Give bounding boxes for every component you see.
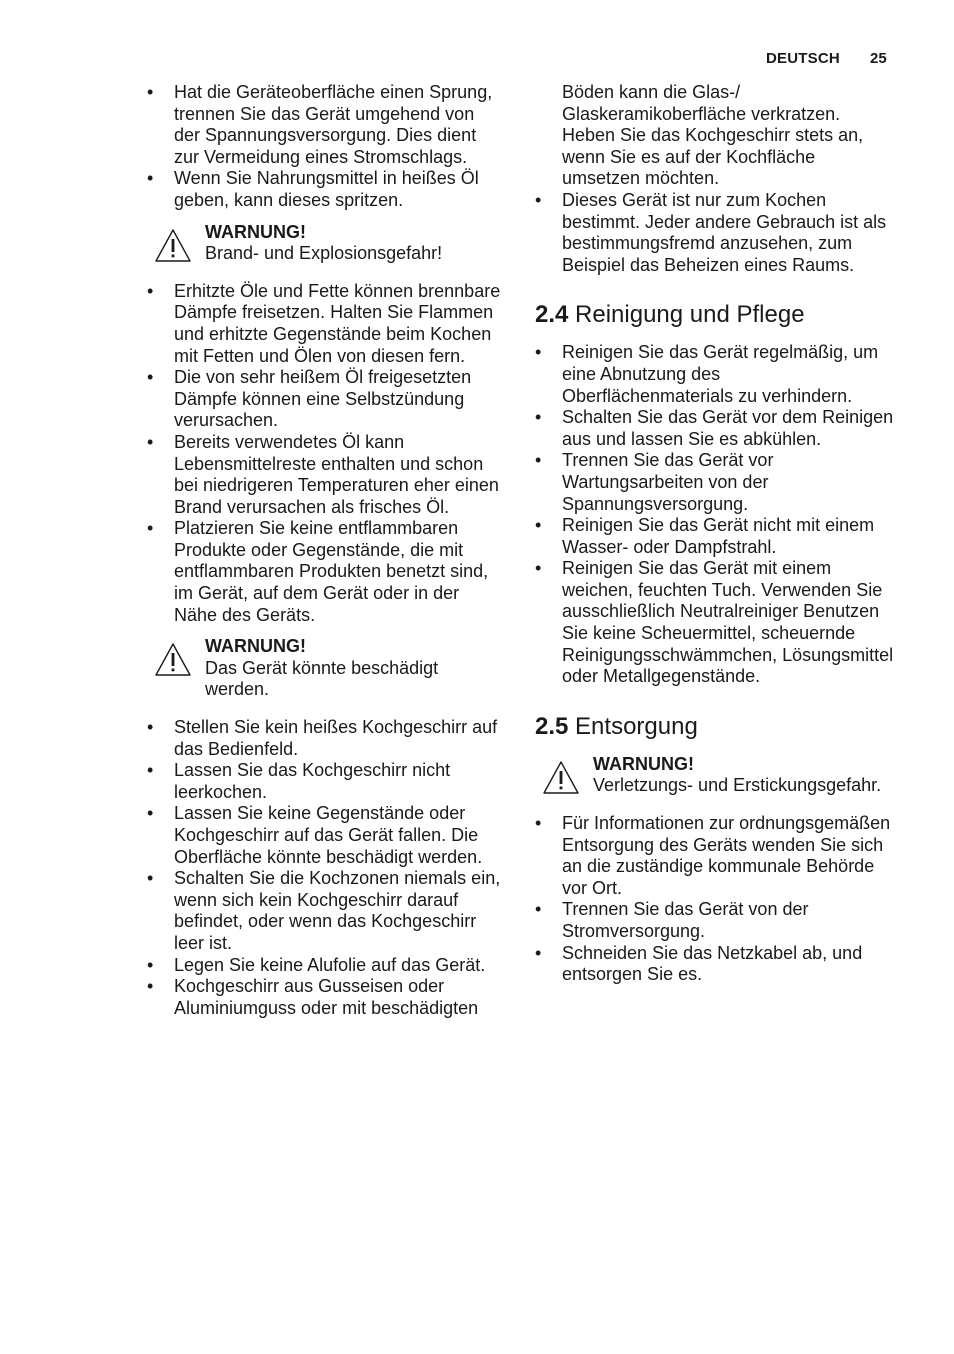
list-item: • Erhitzte Öle und Fette können brennbare Dämpfe freisetzen. Halten Sie Flammen und erhitzte Gegenstände beim Kochen mit Fetten und Ölen von diesen fern. <box>147 281 503 367</box>
list-item: • Schalten Sie das Gerät vor dem Reinigen aus und lassen Sie es abkühlen. <box>535 407 895 450</box>
bullet-list-right-a <box>535 190 895 276</box>
warning-text: Das Gerät könnte beschädigt werden. <box>205 657 439 700</box>
bullet-list-cleaning <box>535 342 895 688</box>
section-number: 2.5 <box>535 712 569 740</box>
left-column <box>147 82 503 1019</box>
list-item: • Wenn Sie Nahrungsmittel in heißes Öl geben, kann dieses spritzen. <box>147 168 503 211</box>
section-heading-cleaning <box>535 300 895 330</box>
list-item: • Schneiden Sie das Netzkabel ab, und entsorgen Sie es. <box>535 943 895 986</box>
list-item: • Lassen Sie keine Gegenstände oder Kochgeschirr auf das Gerät fallen. Die Oberfläche könnte beschädigt werden. <box>147 803 503 868</box>
list-item: • Für Informationen zur ordnungsgemäßen Entsorgung des Geräts wenden Sie sich an die zuständige kommunale Behörde vor Ort. <box>535 813 895 899</box>
bullet-list-disposal <box>535 813 895 986</box>
continued-text: Böden kann die Glas-/ Glaskeramikoberfläche verkratzen. Heben Sie das Kochgeschirr stets an, wenn Sie es auf der Kochfläche umsetzen möchten. <box>562 82 864 189</box>
warning-box-damage <box>154 636 503 701</box>
page-number: 25 <box>870 50 887 67</box>
list-item: • Kochgeschirr aus Gusseisen oder Aluminiumguss oder mit beschädigten <box>147 976 503 1019</box>
warning-text: Brand- und Explosionsgefahr! <box>205 243 443 264</box>
bullet-list-a <box>147 82 503 212</box>
list-item: • Lassen Sie das Kochgeschirr nicht leerkochen. <box>147 760 503 803</box>
header-language: DEUTSCH <box>766 50 840 67</box>
warning-title: WARNUNG! <box>205 221 306 242</box>
list-item: • Platzieren Sie keine entflammbaren Produkte oder Gegenstände, die mit entflammbaren Produkten benetzt sind, im Gerät, auf dem Gerät oder in der Nähe des Geräts. <box>147 518 503 626</box>
bullet-list-b <box>147 281 503 627</box>
list-item: • Reinigen Sie das Gerät mit einem weichen, feuchten Tuch. Verwenden Sie ausschließlich Neutralreiniger Benutzen Sie keine Scheuermittel, scheuernde Reinigungsschwämmchen, Lösungsmittel oder Metallgegenstände. <box>535 558 895 688</box>
warning-triangle-icon <box>154 228 192 264</box>
section-title: Reinigung und Pflege <box>575 301 805 329</box>
list-item: • Die von sehr heißem Öl freigesetzten Dämpfe können eine Selbstzündung verursachen. <box>147 367 503 432</box>
section-title: Entsorgung <box>575 712 698 740</box>
warning-title: WARNUNG! <box>593 753 694 774</box>
warning-box-fire <box>154 222 503 265</box>
list-item: • Schalten Sie die Kochzonen niemals ein, wenn sich kein Kochgeschirr darauf befindet, oder wenn das Kochgeschirr leer ist. <box>147 868 503 954</box>
list-item: • Reinigen Sie das Gerät regelmäßig, um eine Abnutzung des Oberflächenmaterials zu verhindern. <box>535 342 895 407</box>
warning-text: Verletzungs- und Erstickungsgefahr. <box>593 775 882 796</box>
bullet-list-c <box>147 717 503 1019</box>
list-item: • Hat die Geräteoberfläche einen Sprung, trennen Sie das Gerät umgehend von der Spannungsversorgung. Dies dient zur Vermeidung eines Stromschlags. <box>147 82 503 168</box>
warning-triangle-icon <box>542 760 580 796</box>
list-item: • Trennen Sie das Gerät von der Stromversorgung. <box>535 899 895 942</box>
warning-title: WARNUNG! <box>205 636 306 657</box>
section-heading-disposal <box>535 712 895 742</box>
list-item: • Dieses Gerät ist nur zum Kochen bestimmt. Jeder andere Gebrauch ist als bestimmungsfremd anzusehen, zum Beispiel das Beheizen eines Raums. <box>535 190 895 276</box>
section-number: 2.4 <box>535 301 569 329</box>
warning-triangle-icon <box>154 642 192 678</box>
right-column <box>535 82 895 986</box>
list-item: • Reinigen Sie das Gerät nicht mit einem Wasser- oder Dampfstrahl. <box>535 515 895 558</box>
warning-box-injury <box>542 754 895 797</box>
list-item: • Stellen Sie kein heißes Kochgeschirr auf das Bedienfeld. <box>147 717 503 760</box>
list-item: • Trennen Sie das Gerät vor Wartungsarbeiten von der Spannungsversorgung. <box>535 450 895 515</box>
list-item: • Bereits verwendetes Öl kann Lebensmittelreste enthalten und schon bei niedrigeren Temperaturen eher einen Brand verursachen als frisches Öl. <box>147 432 503 518</box>
list-item: • Legen Sie keine Alufolie auf das Gerät. <box>147 955 503 977</box>
